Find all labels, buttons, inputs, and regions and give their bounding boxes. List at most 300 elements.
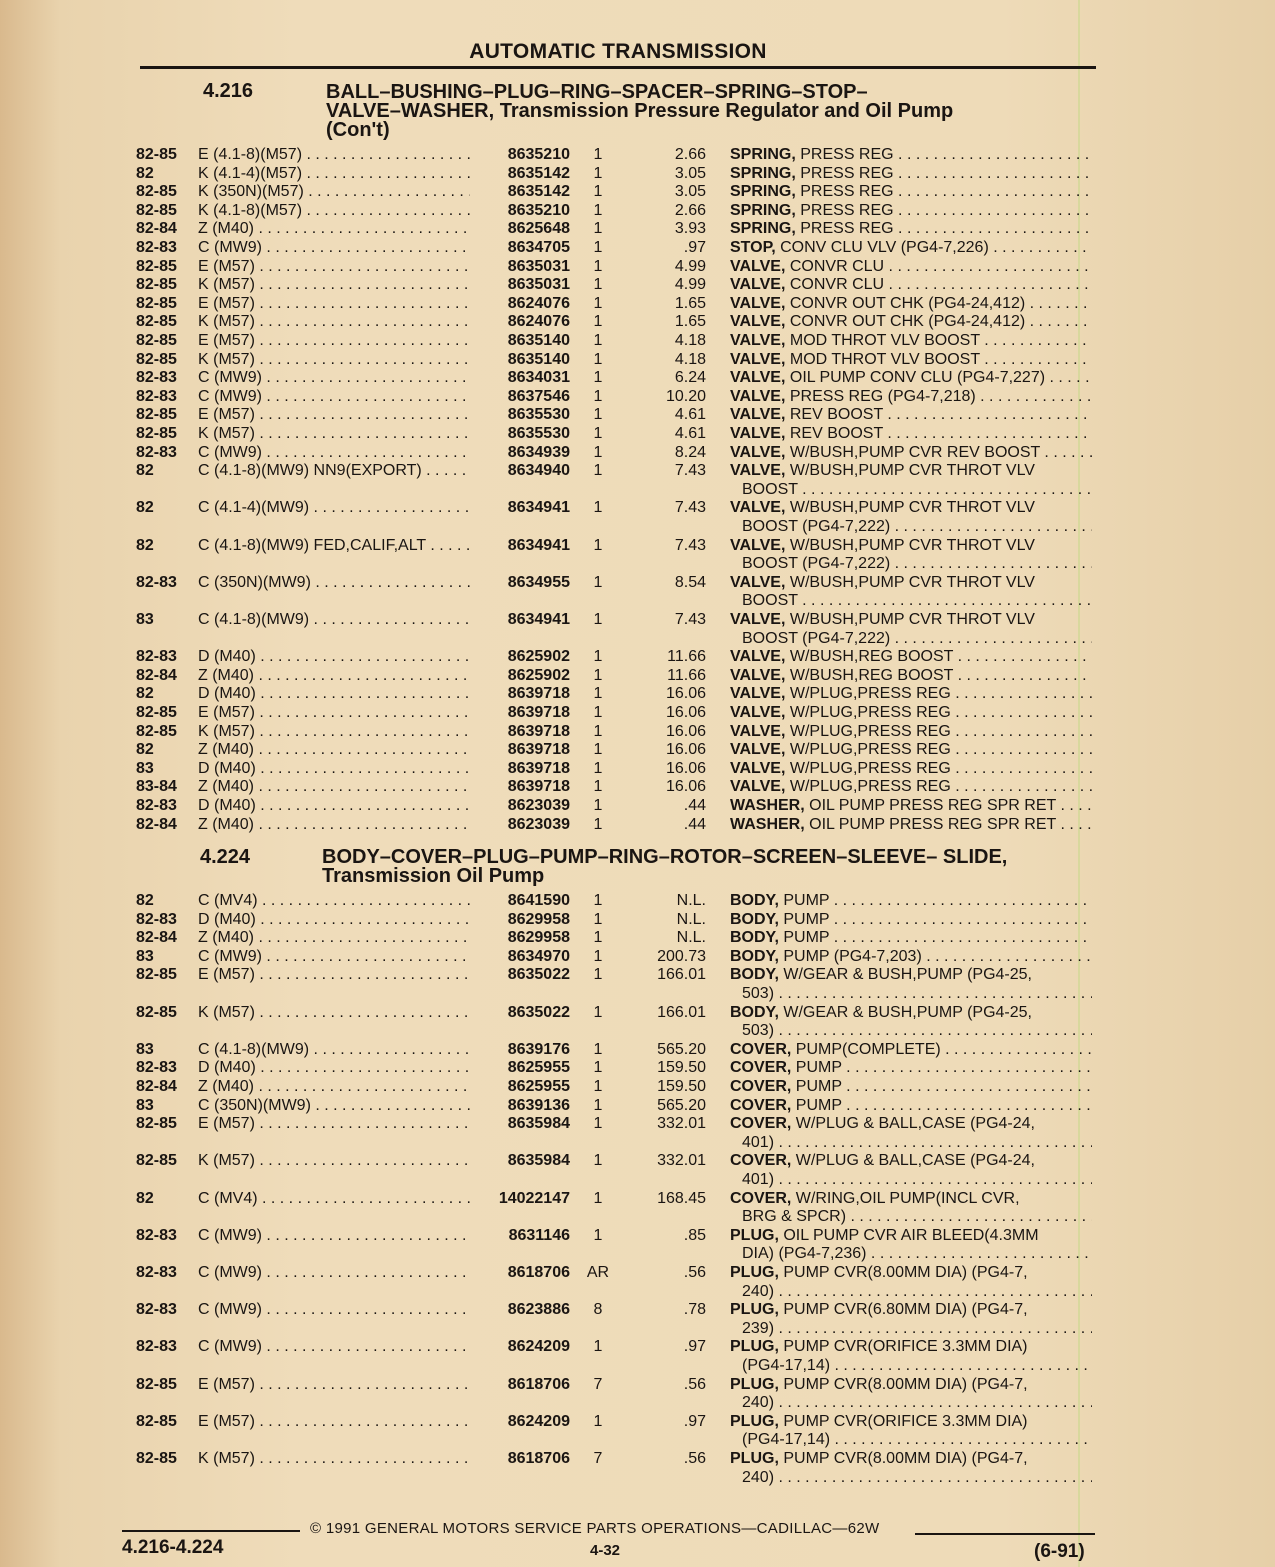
description-cell (730, 351, 1092, 370)
description-line (730, 499, 1092, 518)
price-cell: 1.65 (674, 294, 706, 312)
model-cell: Z (M40) . . . (198, 667, 470, 686)
quantity-cell: 1 (593, 722, 603, 740)
description-text: (PG4-17,14) (742, 1356, 831, 1374)
quantity-cell: 1 (593, 1115, 603, 1133)
quantity-cell: 1 (593, 387, 603, 405)
price-cell: 4.18 (674, 350, 706, 368)
description-noun: BODY, (730, 929, 779, 947)
part-number-cell: 8634940 (507, 462, 570, 480)
quantity-cell: 1 (593, 1226, 603, 1244)
year-cell: 82-85 (136, 1412, 177, 1430)
description-cell (730, 313, 1092, 332)
quantity-cell: 1 (593, 276, 603, 294)
year-cell: 82-83 (136, 648, 177, 666)
description-line (730, 574, 1092, 593)
model-cell: K (M57) . . . (198, 1152, 470, 1171)
price-cell: 2.66 (674, 201, 706, 219)
description-text: PRESS REG (795, 183, 894, 201)
quantity-cell: 1 (593, 797, 603, 814)
description-line (730, 444, 1092, 463)
part-number-cell: 14022147 (498, 1189, 570, 1207)
part-number-cell: 8634941 (507, 536, 570, 554)
description-line (730, 1394, 1092, 1413)
year-cell: 83 (136, 1040, 154, 1058)
quantity-cell: AR (586, 1264, 610, 1281)
model-cell: K (M57) . . . (198, 313, 470, 332)
description-text: W/PLUG & BALL,CASE (PG4-24, (791, 1115, 1035, 1133)
price-cell: .85 (683, 1226, 706, 1244)
description-line (730, 1320, 1092, 1339)
year-cell: 82-83 (136, 910, 177, 928)
price-cell: 10.20 (665, 387, 706, 405)
description-line (730, 239, 1092, 258)
description-noun: PLUG, (730, 1264, 779, 1281)
description-text: PUMP CVR(8.00MM DIA) (PG4-7, (778, 1264, 1028, 1281)
description-cell (730, 1152, 1092, 1189)
quantity-cell: 1 (593, 1003, 603, 1021)
part-number-cell: 8639718 (507, 685, 570, 703)
year-cell: 82-85 (136, 406, 177, 424)
description-line (730, 741, 1092, 760)
model-cell: Z (M40) . . . (198, 1078, 470, 1097)
description-cell (730, 929, 1092, 948)
part-number-cell: 8639718 (507, 704, 570, 721)
description-text: BOOST (742, 592, 798, 610)
description-line (730, 1227, 1092, 1246)
price-cell: N.L. (676, 910, 706, 928)
description-line (730, 892, 1092, 911)
description-text: PUMP CVR(ORIFICE 3.3MM DIA) (778, 1338, 1028, 1356)
description-line (730, 1264, 1092, 1283)
description-noun: COVER, (730, 1152, 792, 1170)
description-text: 240) (742, 1282, 775, 1300)
description-text: PUMP (778, 910, 830, 928)
quantity-cell: 1 (593, 1189, 603, 1207)
model-cell: C (MW9) . . . (198, 1264, 470, 1283)
year-cell: 82 (136, 499, 154, 517)
description-text: (PG4-17,14) (742, 1431, 831, 1449)
description-cell (730, 406, 1092, 425)
description-text: OIL PUMP PRESS REG SPR RET (804, 815, 1056, 833)
year-cell: 82 (136, 536, 154, 554)
quantity-cell: 1 (593, 1078, 603, 1095)
year-cell: 82-84 (136, 815, 177, 833)
description-cell (730, 146, 1092, 165)
year-cell: 82-85 (136, 1003, 177, 1021)
description-noun: VALVE, (730, 704, 786, 721)
description-cell (730, 165, 1092, 184)
description-text: CONVR OUT CHK (PG4-24,412) (785, 294, 1026, 312)
description-noun: PLUG, (730, 1338, 779, 1356)
model-cell: C (350N)(MW9) . . . (198, 574, 470, 593)
description-text: W/BUSH,PUMP CVR THROT VLV (785, 536, 1035, 554)
year-cell: 82-85 (136, 146, 177, 163)
price-cell: 3.05 (674, 183, 706, 201)
description-cell (730, 295, 1092, 314)
description-line (730, 1152, 1092, 1171)
price-cell: 11.66 (667, 666, 706, 684)
price-cell: 4.61 (674, 425, 706, 442)
description-text: CONVR CLU (785, 276, 885, 294)
description-noun: PLUG, (730, 1450, 779, 1467)
model-cell: K (M57) . . . (198, 276, 470, 295)
price-cell: 7.43 (674, 462, 706, 480)
part-number-cell: 8623886 (507, 1301, 570, 1319)
price-cell: .56 (683, 1264, 706, 1281)
price-cell: .97 (683, 1338, 706, 1356)
description-noun: BODY, (730, 892, 779, 909)
description-cell (730, 1264, 1092, 1301)
description-line (730, 778, 1092, 797)
description-line (730, 295, 1092, 314)
description-line (730, 685, 1092, 704)
quantity-cell: 1 (593, 648, 603, 666)
price-cell: 7.43 (674, 499, 706, 517)
description-text: PUMP CVR(8.00MM DIA) (PG4-7, (778, 1375, 1028, 1393)
year-cell: 82-85 (136, 1375, 177, 1393)
model-cell: K (M57) . . . (198, 723, 470, 742)
description-text: REV BOOST (785, 425, 883, 442)
model-cell: C (4.1-8)(MW9) . . . (198, 611, 470, 630)
description-line (730, 1097, 1092, 1116)
description-line (730, 1115, 1092, 1134)
description-line (730, 1431, 1092, 1450)
description-noun: VALVE, (730, 778, 786, 796)
description-line (730, 648, 1092, 667)
description-text: PUMP (778, 929, 830, 947)
part-number-cell: 8623039 (507, 815, 570, 833)
description-line (730, 276, 1092, 295)
description-noun: VALVE, (730, 611, 786, 628)
description-text: PUMP CVR(6.80MM DIA) (PG4-7, (778, 1301, 1028, 1319)
part-number-cell: 8634970 (507, 947, 570, 965)
price-cell: 16.06 (665, 759, 706, 777)
description-line (730, 592, 1092, 611)
part-number-cell: 8618706 (507, 1450, 570, 1467)
description-noun: SPRING, (730, 183, 796, 201)
part-number-cell: 8629958 (507, 910, 570, 928)
model-cell: C (4.1-8)(MW9) . . . (198, 1041, 470, 1060)
description-noun: VALVE, (730, 406, 786, 424)
description-cell (730, 574, 1092, 611)
price-cell: 11.66 (667, 648, 706, 666)
description-text: W/BUSH,REG BOOST (785, 666, 954, 684)
description-cell (730, 276, 1092, 295)
description-text: W/PLUG,PRESS REG (785, 778, 951, 796)
description-cell (730, 1041, 1092, 1060)
description-line (730, 760, 1092, 779)
description-line (730, 1190, 1092, 1209)
model-cell: E (M57) . . . (198, 258, 470, 277)
quantity-cell: 1 (593, 146, 603, 163)
price-cell: .78 (683, 1301, 706, 1319)
part-number-cell: 8635210 (507, 146, 570, 163)
description-line (730, 1004, 1092, 1023)
price-cell: 332.01 (657, 1152, 706, 1170)
description-cell (730, 611, 1092, 648)
description-text: PUMP (778, 892, 830, 909)
quantity-cell: 1 (593, 1152, 603, 1170)
year-cell: 82 (136, 685, 154, 703)
part-number-cell: 8639718 (507, 741, 570, 759)
quantity-cell: 1 (593, 257, 603, 275)
description-cell (730, 948, 1092, 967)
quantity-cell: 1 (593, 369, 603, 387)
description-noun: COVER, (730, 1115, 792, 1133)
description-noun: PLUG, (730, 1375, 779, 1393)
description-cell (730, 183, 1092, 202)
description-text: W/BUSH,PUMP CVR THROT VLV (785, 611, 1035, 628)
description-noun: BODY, (730, 1003, 779, 1021)
year-cell: 82 (136, 462, 154, 480)
price-cell: 166.01 (657, 966, 706, 984)
quantity-cell: 1 (593, 425, 603, 442)
description-text: BOOST (PG4-7,222) (742, 517, 891, 535)
year-cell: 82-85 (136, 183, 177, 201)
description-cell (730, 444, 1092, 463)
year-cell: 82-85 (136, 722, 177, 740)
description-noun: WASHER, (730, 815, 805, 833)
model-cell: C (4.1-8)(MW9) FED,CALIF,ALT . . . (198, 537, 470, 556)
description-noun: VALVE, (730, 313, 786, 331)
description-text: PUMP CVR(8.00MM DIA) (PG4-7, (778, 1450, 1028, 1467)
model-cell: K (M57) . . . (198, 1004, 470, 1023)
quantity-cell: 1 (593, 1338, 603, 1356)
description-line (730, 1041, 1092, 1060)
part-number-cell: 8625955 (507, 1078, 570, 1095)
description-text: W/BUSH,PUMP CVR THROT VLV (785, 462, 1035, 480)
price-cell: 8.54 (674, 573, 706, 591)
footer-revision: (6-91) (1034, 1541, 1085, 1562)
description-line (730, 555, 1092, 574)
quantity-cell: 8 (593, 1301, 603, 1319)
part-number-cell: 8625955 (507, 1059, 570, 1077)
part-number-cell: 8635142 (507, 183, 570, 201)
description-noun: BODY, (730, 966, 779, 984)
description-line (730, 911, 1092, 930)
description-cell (730, 760, 1092, 779)
description-cell (730, 332, 1092, 351)
part-number-cell: 8635210 (507, 201, 570, 219)
quantity-cell: 1 (593, 966, 603, 984)
description-cell (730, 741, 1092, 760)
quantity-cell: 1 (593, 778, 603, 796)
model-cell: C (4.1-4)(MW9) . . . (198, 499, 470, 518)
part-number-cell: 8635031 (507, 257, 570, 275)
quantity-cell: 1 (593, 815, 603, 833)
quantity-cell: 1 (593, 294, 603, 312)
description-line (730, 966, 1092, 985)
part-number-cell: 8639136 (507, 1096, 570, 1114)
year-cell: 82-85 (136, 966, 177, 984)
year-cell: 82-83 (136, 1264, 177, 1281)
description-noun: VALVE, (730, 276, 786, 294)
part-number-cell: 8631146 (508, 1226, 570, 1244)
description-text: W/PLUG,PRESS REG (785, 704, 951, 721)
part-number-cell: 8634955 (507, 573, 570, 591)
description-line (730, 518, 1092, 537)
description-line (730, 1413, 1092, 1432)
description-text: 240) (742, 1394, 775, 1412)
description-noun: SPRING, (730, 220, 796, 238)
price-cell: 4.99 (674, 257, 706, 275)
year-cell: 82-83 (136, 1301, 177, 1319)
description-line (730, 313, 1092, 332)
quantity-cell: 1 (593, 1412, 603, 1430)
description-cell (730, 797, 1092, 816)
quantity-cell: 1 (593, 462, 603, 480)
description-text: PRESS REG (PG4-7,218) (785, 387, 976, 405)
description-noun: VALVE, (730, 573, 786, 591)
description-cell (730, 202, 1092, 221)
year-cell: 82-85 (136, 425, 177, 442)
quantity-cell: 1 (593, 332, 603, 349)
section-number: 4.224 (200, 846, 251, 868)
year-cell: 82-85 (136, 1450, 177, 1467)
quantity-cell: 1 (593, 1059, 603, 1077)
description-text: PRESS REG (795, 146, 894, 163)
description-cell (730, 388, 1092, 407)
description-text: PUMP (PG4-7,203) (778, 947, 922, 965)
description-cell (730, 685, 1092, 704)
description-text: PRESS REG (795, 220, 894, 238)
quantity-cell: 1 (593, 443, 603, 461)
price-cell: 8.24 (674, 443, 706, 461)
part-number-cell: 8635984 (507, 1115, 570, 1133)
model-cell: E (M57) . . . (198, 1376, 470, 1395)
model-cell: Z (M40) . . . (198, 816, 470, 835)
description-cell (730, 667, 1092, 686)
price-cell: 200.73 (657, 947, 706, 965)
price-cell: 166.01 (657, 1003, 706, 1021)
description-line (730, 1283, 1092, 1302)
description-text: 240) (742, 1468, 775, 1486)
model-cell: C (MW9) . . . (198, 444, 470, 463)
description-noun: COVER, (730, 1189, 792, 1207)
year-cell: 82-85 (136, 1115, 177, 1133)
model-cell: C (MW9) . . . (198, 1301, 470, 1320)
description-text: W/PLUG,PRESS REG (785, 722, 951, 740)
model-cell: Z (M40) . . . (198, 929, 470, 948)
price-cell: 4.61 (674, 406, 706, 424)
part-number-cell: 8625902 (507, 666, 570, 684)
description-line (730, 388, 1092, 407)
description-text: BOOST (742, 480, 798, 498)
description-line (730, 537, 1092, 556)
description-text: OIL PUMP CVR AIR BLEED(4.3MM (778, 1226, 1039, 1244)
description-line (730, 425, 1092, 444)
model-cell: E (M57) . . . (198, 332, 470, 351)
description-noun: VALVE, (730, 722, 786, 740)
description-text: W/BUSH,PUMP CVR THROT VLV (785, 573, 1035, 591)
quantity-cell: 1 (593, 685, 603, 703)
description-line (730, 1301, 1092, 1320)
year-cell: 83-84 (136, 778, 177, 796)
price-cell: 4.99 (674, 276, 706, 294)
model-cell: D (M40) . . . (198, 760, 470, 779)
price-cell: 7.43 (674, 611, 706, 628)
model-cell: C (MW9) . . . (198, 1227, 470, 1246)
year-cell: 82-83 (136, 1226, 177, 1244)
description-line (730, 1134, 1092, 1153)
description-line (730, 462, 1092, 481)
model-cell: Z (M40) . . . (198, 741, 470, 760)
part-number-cell: 8641590 (507, 892, 570, 909)
part-number-cell: 8624076 (507, 313, 570, 331)
year-cell: 82-84 (136, 666, 177, 684)
description-noun: VALVE, (730, 332, 786, 349)
description-text: W/BUSH,REG BOOST (785, 648, 954, 666)
description-line (730, 667, 1092, 686)
year-cell: 82-85 (136, 1152, 177, 1170)
model-cell: K (M57) . . . (198, 425, 470, 444)
model-cell: E (M57) . . . (198, 966, 470, 985)
description-noun: BODY, (730, 910, 779, 928)
model-cell: K (M57) . . . (198, 351, 470, 370)
description-text: 401) (742, 1133, 775, 1151)
price-cell: 16.06 (665, 778, 706, 796)
model-cell: E (M57) . . . (198, 1115, 470, 1134)
description-line (730, 1022, 1092, 1041)
description-cell (730, 704, 1092, 723)
description-noun: VALVE, (730, 443, 786, 461)
description-line (730, 202, 1092, 221)
model-cell: E (M57) . . . (198, 295, 470, 314)
footer-rule-right (915, 1533, 1095, 1535)
description-text: OIL PUMP CONV CLU (PG4-7,227) (785, 369, 1046, 387)
part-number-cell: 8635984 (507, 1152, 570, 1170)
description-cell (730, 462, 1092, 499)
description-text: BOOST (PG4-7,222) (742, 629, 891, 647)
description-cell (730, 723, 1092, 742)
price-cell: .56 (683, 1375, 706, 1393)
model-cell: C (MW9) . . . (198, 369, 470, 388)
year-cell: 82-84 (136, 1078, 177, 1095)
description-cell (730, 1097, 1092, 1116)
description-line (730, 1338, 1092, 1357)
description-cell (730, 239, 1092, 258)
description-noun: PLUG, (730, 1301, 779, 1319)
part-number-cell: 8639718 (507, 722, 570, 740)
description-cell (730, 1376, 1092, 1413)
description-noun: SPRING, (730, 164, 796, 182)
quantity-cell: 1 (593, 892, 603, 909)
description-noun: VALVE, (730, 462, 786, 480)
part-number-cell: 8635142 (507, 164, 570, 182)
description-line (730, 369, 1092, 388)
description-line (730, 1450, 1092, 1469)
footer-section-range: 4.216-4.224 (122, 1537, 224, 1558)
description-text: REV BOOST (785, 406, 883, 424)
description-text: OIL PUMP PRESS REG SPR RET (804, 797, 1056, 814)
description-line (730, 929, 1092, 948)
model-cell: E (4.1-8)(M57) . . . (198, 146, 470, 165)
part-number-cell: 8623039 (507, 797, 570, 814)
quantity-cell: 1 (593, 201, 603, 219)
quantity-cell: 1 (593, 164, 603, 182)
description-cell (730, 892, 1092, 911)
description-noun: VALVE, (730, 387, 786, 405)
quantity-cell: 1 (593, 1096, 603, 1114)
quantity-cell: 1 (593, 350, 603, 368)
description-line (730, 165, 1092, 184)
description-noun: COVER, (730, 1096, 792, 1114)
description-cell (730, 1190, 1092, 1227)
description-noun: BODY, (730, 947, 779, 965)
year-cell: 82-83 (136, 443, 177, 461)
description-text: PUMP (791, 1096, 842, 1114)
